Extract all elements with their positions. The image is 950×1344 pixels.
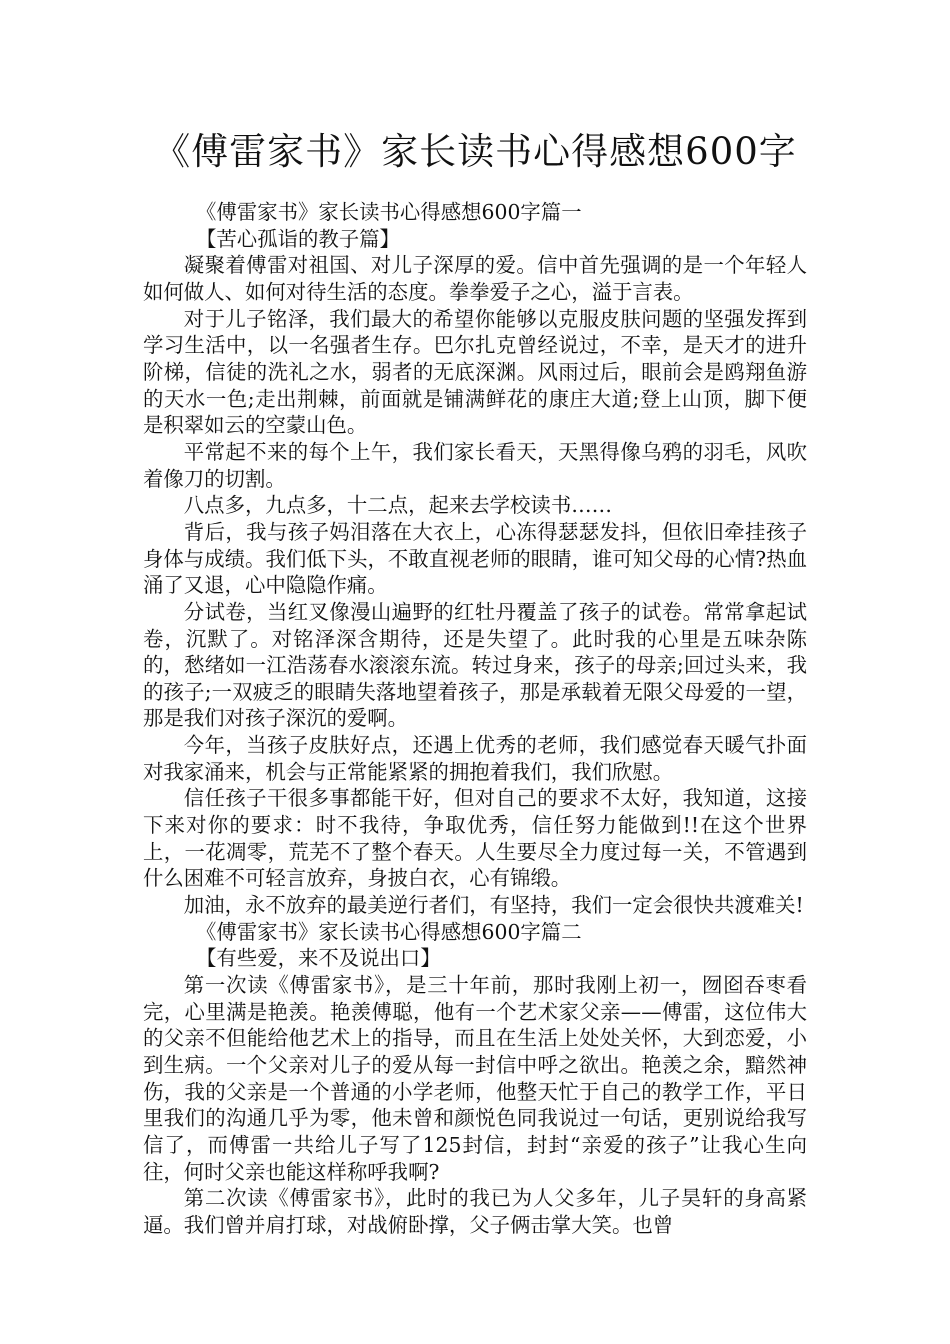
paragraph: 信任孩子干很多事都能干好，但对自己的要求不太好，我知道，这接下来对你的要求：时不我待，争取优秀，信任努力能做到!!在这个世界上，一花凋零，荒芜不了整个春天。人生要尽全力度过每一关，不管遇到什么困难不可轻言放弃，身披白衣，心有锦缎。 bbox=[143, 786, 807, 891]
paragraph: 凝聚着傅雷对祖国、对儿子深厚的爱。信中首先强调的是一个年轻人如何做人、如何对待生活的态度。拳拳爱子之心，溢于言表。 bbox=[143, 253, 807, 304]
section-heading-2: 《傅雷家书》家长读书心得感想600字篇二 bbox=[196, 919, 582, 944]
paragraph: 第二次读《傅雷家书》，此时的我已为人父多年，儿子昊轩的身高紧逼。我们曾并肩打球，对战俯卧撑，父子俩击掌大笑。也曾 bbox=[143, 1186, 807, 1237]
paragraph: 平常起不来的每个上午，我们家长看天，天黑得像乌鸦的羽毛，风吹着像刀的切割。 bbox=[143, 439, 807, 491]
paragraph: 背后，我与孩子妈泪落在大衣上，心冻得瑟瑟发抖，但依旧牵挂孩子身体与成绩。我们低下头，不敢直视老师的眼睛，谁可知父母的心情?热血涌了又退，心中隐隐作痛。 bbox=[143, 519, 807, 598]
document-body bbox=[143, 199, 807, 1239]
paragraph: 加油，永不放弃的最美逆行者们，有坚持，我们一定会很快共渡难关! bbox=[183, 893, 804, 918]
section-subtitle-1: 【苦心孤诣的教子篇】 bbox=[196, 226, 400, 251]
paragraph: 八点多，九点多，十二点，起来去学校读书…… bbox=[183, 493, 612, 518]
section-subtitle-2: 【有些爱，来不及说出口】 bbox=[196, 946, 441, 971]
document-title: 《傅雷家书》家长读书心得感想600字 bbox=[153, 130, 797, 173]
section-heading-1: 《傅雷家书》家长读书心得感想600字篇一 bbox=[196, 200, 582, 224]
paragraph: 今年，当孩子皮肤好点，还遇上优秀的老师，我们感觉春天暖气扑面对我家涌来，机会与正常能紧紧的拥抱着我们，我们欣慰。 bbox=[143, 733, 807, 784]
paragraph: 第一次读《傅雷家书》，是三十年前，那时我刚上初一，囫囵吞枣看完，心里满是艳羡。艳羡傅聪，他有一个艺术家父亲——傅雷，这位伟大的父亲不但能给他艺术上的指导，而且在生活上处处关怀，大到恋爱，小到生病。一个父亲对儿子的爱从每一封信中呼之欲出。艳羡之余，黯然神伤，我的父亲是一个普通的小学老师，他整天忙于自己的教学工作，平日里我们的沟通几乎为零，他未曾和颜悦色同我说过一句话，更别说给我写信了，而傅雷一共给儿子写了125封信，封封“亲爱的孩子”让我心生向往，何时父亲也能这样称呼我啊? bbox=[143, 973, 807, 1184]
paragraph: 分试卷，当红叉像漫山遍野的红牡丹覆盖了孩子的试卷。常常拿起试卷，沉默了。对铭泽深含期待，还是失望了。此时我的心里是五味杂陈的，愁绪如一江浩荡春水滚滚东流。转过身来，孩子的母亲;回过头来，我的孩子;一双疲乏的眼睛失落地望着孩子，那是承载着无限父母爱的一望，那是我们对孩子深沉的爱啊。 bbox=[143, 599, 807, 731]
paragraph: 对于儿子铭泽，我们最大的希望你能够以克服皮肤问题的坚强发挥到学习生活中，以一名强者生存。巴尔扎克曾经说过，不幸，是天才的进升阶梯，信徒的洗礼之水，弱者的无底深渊。风雨过后，眼前会是鸥翔鱼游的天水一色;走出荆棘，前面就是铺满鲜花的康庄大道;登上山顶，脚下便是积翠如云的空蒙山色。 bbox=[143, 306, 807, 438]
